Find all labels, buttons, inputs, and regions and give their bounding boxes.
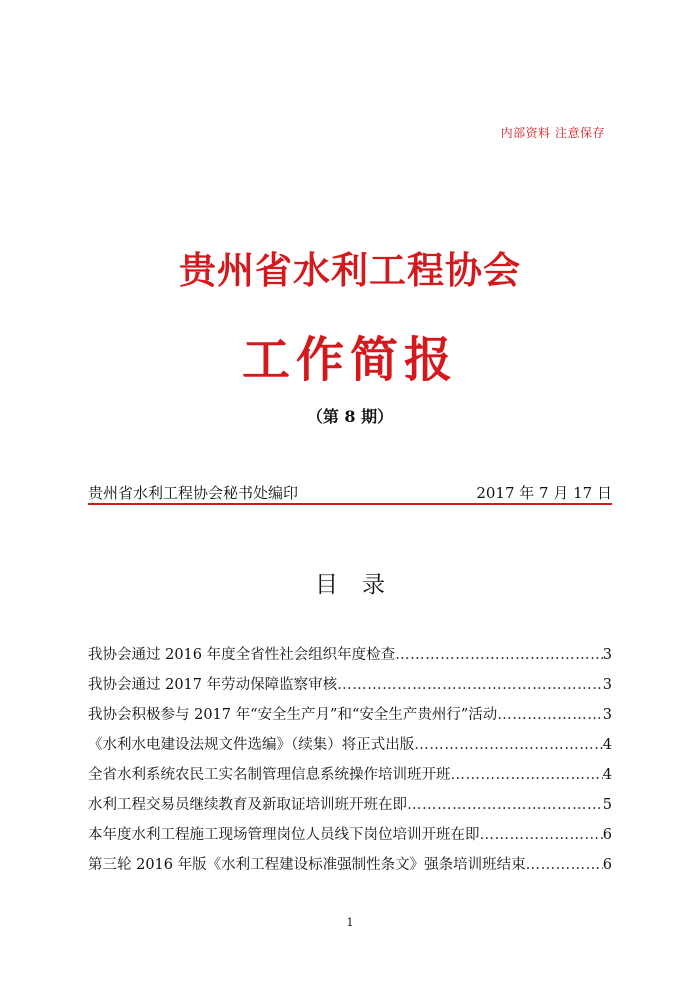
toc-item-title: 我协会通过 2016 年度全省性社会组织年度检查 <box>88 647 396 663</box>
toc-item[interactable] <box>88 824 612 854</box>
toc-item-page: 6 <box>602 857 612 873</box>
toc-leader-dots <box>414 734 603 756</box>
publication-title: 工作简报 <box>241 332 458 388</box>
toc-leader-dots <box>451 764 603 786</box>
toc-item[interactable] <box>88 734 612 764</box>
toc-item[interactable] <box>88 764 612 794</box>
toc-item-title: 水利工程交易员继续教育及新取证培训班开班在即 <box>88 797 407 813</box>
toc-item-title: 我协会积极参与 2017 年“安全生产月”和“安全生产贵州行”活动 <box>88 707 498 723</box>
page-number: 1 <box>346 916 354 929</box>
toc-leader-dots <box>337 674 603 696</box>
organization-title: 贵州省水利工程协会 <box>179 248 521 292</box>
toc-item-title: 《水利水电建设法规文件选编》（续集）将正式出版 <box>88 737 415 753</box>
toc-item-page: 5 <box>602 797 612 813</box>
toc-leader-dots <box>497 704 602 726</box>
toc-item-page: 4 <box>602 767 612 783</box>
toc-item[interactable] <box>88 854 612 884</box>
toc-item-title: 全省水利系统农民工实名制管理信息系统操作培训班开班 <box>88 767 451 783</box>
toc-leader-dots <box>407 794 603 816</box>
toc-item[interactable] <box>88 674 612 704</box>
red-divider <box>88 503 612 505</box>
toc-item-page: 6 <box>602 827 612 843</box>
toc-item-page: 3 <box>602 707 612 723</box>
toc-item[interactable] <box>88 644 612 674</box>
table-of-contents <box>88 644 612 884</box>
toc-heading: 目录 <box>315 572 409 598</box>
toc-item[interactable] <box>88 704 612 734</box>
issue-number: （第 8 期） <box>306 407 394 426</box>
publisher-editor: 贵州省水利工程协会秘书处编印 <box>88 484 299 502</box>
toc-leader-dots <box>395 644 603 666</box>
toc-leader-dots <box>526 854 603 876</box>
toc-leader-dots <box>480 824 603 846</box>
toc-item-title: 本年度水利工程施工现场管理岗位人员线下岗位培训开班在即 <box>88 827 480 843</box>
toc-item-page: 4 <box>602 737 612 753</box>
toc-item-title: 我协会通过 2017 年劳动保障监察审核 <box>88 677 338 693</box>
confidential-note: 内部资料 注意保存 <box>500 126 605 140</box>
toc-item-page: 3 <box>602 647 612 663</box>
publish-date: 2017 年 7 月 17 日 <box>476 484 612 502</box>
toc-item[interactable] <box>88 794 612 824</box>
toc-item-title: 第三轮 2016 年版《水利工程建设标准强制性条文》强条培训班结束 <box>88 857 526 873</box>
toc-item-page: 3 <box>602 677 612 693</box>
